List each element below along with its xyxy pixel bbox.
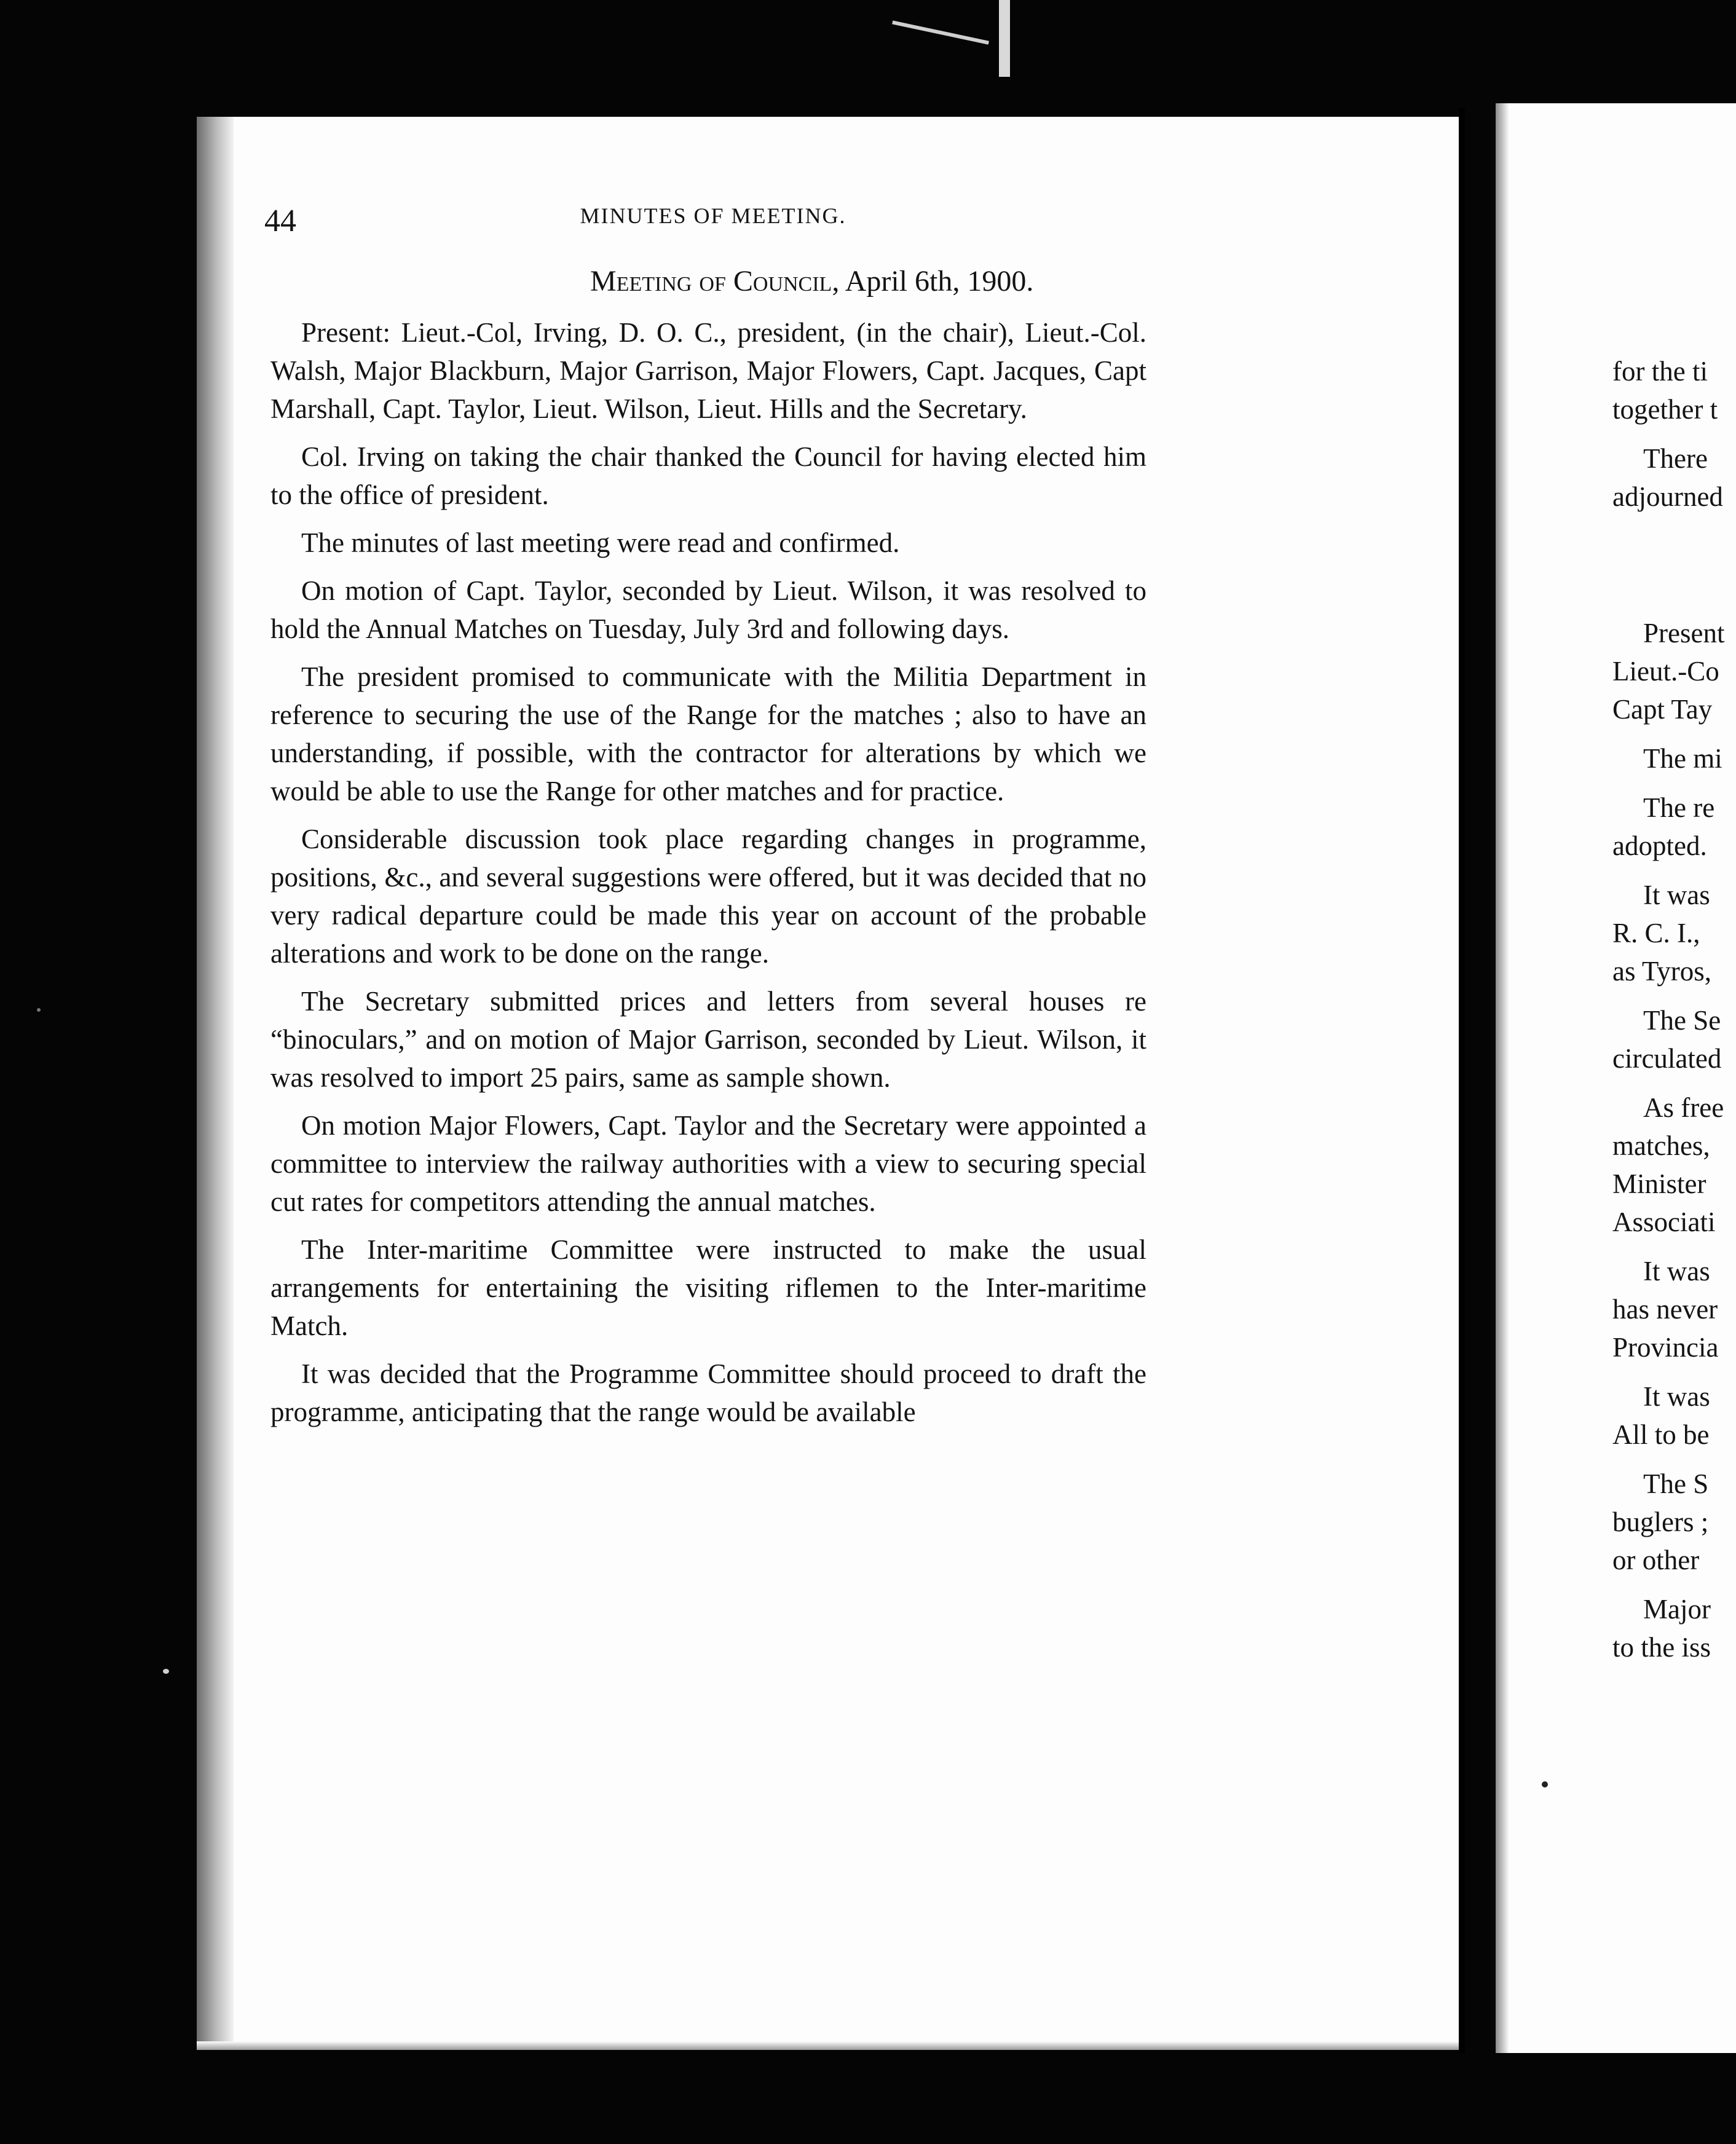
meeting-heading-date: April 6th, 1900.: [839, 265, 1034, 298]
running-head: MINUTES OF MEETING.: [580, 203, 846, 228]
facing-line: circulated: [1612, 1043, 1722, 1074]
facing-line: R. C. I.,: [1612, 918, 1700, 948]
minutes-body: [270, 313, 1146, 1441]
facing-line: together t: [1612, 394, 1718, 425]
book-page-right: [1496, 103, 1736, 2053]
facing-line: Provincia: [1612, 1332, 1719, 1363]
paragraph-present: Present: Lieut.-Col, Irving, D. O. C., president, (in the chair), Lieut.-Col. Walsh, Major Blackburn, Major Garrison, Major Flowers, Capt. Jacques, Capt Marshall, Capt. Taylor, Lieut. Wilson, Lieut. Hills and the Secretary.: [270, 317, 1146, 424]
facing-line: buglers ;: [1612, 1507, 1709, 1537]
facing-line: or other: [1612, 1545, 1700, 1575]
paragraph-railway: On motion Major Flowers, Capt. Taylor and the Secretary were appointed a committee to interview the railway authorities with a view to securing special cut rates for competitors attending the annual matches.: [270, 1110, 1146, 1217]
paragraph-inter-maritime: The Inter-maritime Committee were instructed to make the usual arrangements for entertaining the visiting riflemen to the Inter-maritime Match.: [270, 1234, 1146, 1341]
page-bottom-edge: [197, 2041, 1460, 2050]
page-binding-edge-right: [1496, 103, 1509, 2053]
facing-line: to the iss: [1612, 1632, 1711, 1663]
facing-line: The S: [1643, 1468, 1709, 1499]
facing-line: The Se: [1643, 1005, 1721, 1036]
facing-line: adopted.: [1612, 830, 1707, 861]
paragraph-annual-matches: On motion of Capt. Taylor, seconded by Lieut. Wilson, it was resolved to hold the Annual Matches on Tuesday, July 3rd and following days.: [270, 575, 1146, 644]
page-binding-edge: [197, 117, 234, 2050]
facing-line: for the ti: [1612, 356, 1708, 387]
book-gutter: [1459, 108, 1465, 2053]
scan-speck: [163, 1669, 169, 1674]
facing-line: There: [1643, 443, 1708, 474]
facing-line: has never: [1612, 1294, 1718, 1325]
paragraph-minutes: The minutes of last meeting were read and confirmed.: [301, 527, 900, 558]
meeting-heading: [590, 264, 1033, 298]
facing-line: Lieut.-Co: [1612, 656, 1719, 687]
facing-line: as Tyros,: [1612, 956, 1712, 987]
facing-line: The mi: [1643, 743, 1722, 774]
page-number: 44: [264, 203, 296, 238]
facing-line: Minister: [1612, 1169, 1706, 1199]
paragraph-binoculars: The Secretary submitted prices and letters from several houses re “binoculars,” and on motion of Major Garrison, seconded by Lieut. Wilson, it was resolved to import 25 pairs, same as sample shown.: [270, 986, 1146, 1093]
scan-artifact-top: [999, 0, 1010, 77]
facing-line: matches,: [1612, 1130, 1710, 1161]
facing-line: It was: [1643, 880, 1710, 910]
ink-speck: [1542, 1781, 1548, 1787]
paragraph-militia: The president promised to communicate with the Militia Department in reference to securing the use of the Range for the matches ; also to have an understanding, if possible, with the contractor for alterations by which we would be able to use the Range for other matches and for practice.: [270, 661, 1146, 806]
paragraph-chair: Col. Irving on taking the chair thanked the Council for having elected him to the office of president.: [270, 441, 1146, 510]
scan-artifact-top-curl: [892, 20, 989, 44]
facing-line: Present: [1643, 618, 1725, 648]
facing-line: The re: [1643, 792, 1715, 823]
facing-line: It was: [1643, 1381, 1710, 1412]
paragraph-discussion: Considerable discussion took place regarding changes in programme, positions, &c., and several suggestions were offered, but it was decided that no very radical departure could be made this year on account of the probable alterations and work to be done on the range.: [270, 824, 1146, 969]
facing-line: Major: [1643, 1594, 1711, 1625]
paragraph-programme: It was decided that the Programme Committee should proceed to draft the programme, anticipating that the range would be available: [270, 1358, 1146, 1427]
facing-page-text: [1612, 352, 1736, 1666]
facing-line: adjourned: [1612, 481, 1723, 512]
facing-line: Capt Tay: [1612, 694, 1713, 725]
facing-line: It was: [1643, 1256, 1710, 1287]
facing-line: As free: [1643, 1092, 1724, 1123]
meeting-heading-title: Meeting of Council,: [590, 265, 840, 298]
facing-line: Associati: [1612, 1207, 1716, 1237]
facing-line: All to be: [1612, 1419, 1710, 1450]
scan-speck: [37, 1008, 41, 1012]
